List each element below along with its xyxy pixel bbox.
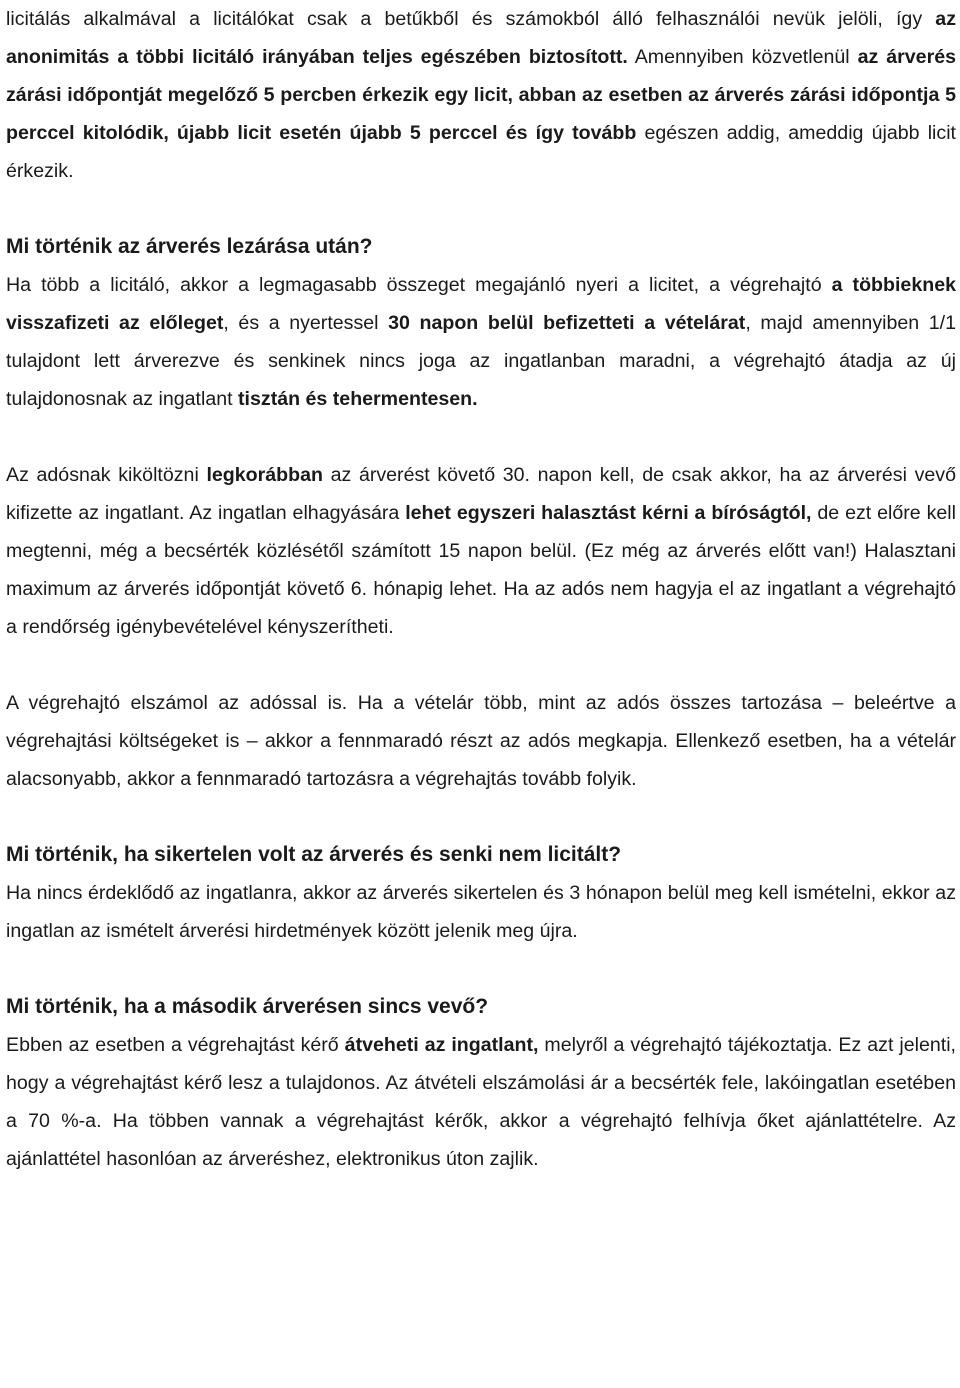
text-run-bold: 30 napon belül befizetteti a vételárat	[388, 312, 746, 334]
text-run-bold: tisztán és tehermentesen.	[238, 388, 478, 410]
text-run-bold: az árverés zárási időpontját megelőző 5 percben érkezik egy licit, abban az esetben az árverés zárási időpontja 5 perccel kitolódik, újabb licit esetén újabb 5 perccel és így tovább	[6, 46, 956, 144]
text-run: egészen addig, ameddig újabb licit érkezik.	[6, 122, 956, 182]
text-run: Ha több a licitáló, akkor a legmagasabb összeget megajánló nyeri a licitet, a végrehajtó	[6, 274, 832, 296]
paragraph-moving-out	[6, 456, 956, 646]
text-run: melyről a végrehajtó tájékoztatja. Ez azt jelenti, hogy a végrehajtást kérő lesz a tulajdonos. Az átvételi elszámolási ár a becsérték fele, lakóingatlan esetében a 70 %-a. Ha többen vannak a végrehajtást kérők, akkor a végrehajtó felhívja őket ajánlattételre. Az ajánlattétel hasonlóan az árveréshez, elektronikus úton zajlik.	[6, 1034, 957, 1170]
heading-second-auction: Mi történik, ha a második árverésen sincs vevő?	[6, 995, 489, 1018]
text-run: de ezt előre kell megtenni, még a becsérték közlésétől számított 15 napon belül. (Ez még az árverés előtt van!) Halasztani maximum az árverés időpontját követő 6. hónapig lehet. Ha az adós nem hagyja el az ingatlant a végrehajtó a rendőrség igénybevételével kényszerítheti.	[6, 502, 956, 638]
paragraph-anonymity	[6, 0, 956, 190]
text-run: , majd amennyiben 1/1 tulajdont lett árverezve és senkinek nincs joga az ingatlanban maradni, a végrehajtó átadja az új tulajdonosnak az ingatlant	[6, 312, 956, 410]
paragraph-second-auction	[6, 1026, 956, 1178]
text-run: Ebben az esetben a végrehajtást kérő	[6, 1034, 345, 1056]
text-run: Ha nincs érdeklődő az ingatlanra, akkor az árverés sikertelen és 3 hónapon belül meg kell ismételni, ekkor az ingatlan az ismételt árverési hirdetmények között jelenik meg újra.	[6, 882, 956, 942]
text-run: az árverést követő 30. napon kell, de csak akkor, ha az árverési vevő kifizette az ingatlant. Az ingatlan elhagyására	[6, 464, 956, 524]
text-run-bold: legkorábban	[206, 464, 323, 486]
text-run: Amennyiben közvetlenül	[627, 46, 858, 68]
heading-after-auction: Mi történik az árverés lezárása után?	[6, 235, 373, 258]
text-run: A végrehajtó elszámol az adóssal is. Ha a vételár több, mint az adós összes tartozása – beleértve a végrehajtási költségeket is – akkor a fennmaradó részt az adós megkapja. Ellenkező esetben, ha a vételár alacsonyabb, akkor a fennmaradó tartozásra a végrehajtás tovább folyik.	[6, 692, 956, 790]
document-page	[6, 0, 956, 1178]
paragraph-settlement	[6, 684, 956, 798]
text-run: licitálás alkalmával a licitálókat csak a betűkből és számokból álló felhasználói nevük jelöli, így	[6, 8, 936, 30]
text-run: Az adósnak kiköltözni	[6, 464, 207, 486]
heading-unsuccessful-auction: Mi történik, ha sikertelen volt az árverés és senki nem licitált?	[6, 843, 622, 866]
text-run-bold: az anonimitás a többi licitáló irányában teljes egészében biztosított.	[6, 8, 956, 68]
text-run: , és a nyertessel	[223, 312, 389, 334]
text-run-bold: átveheti az ingatlant,	[344, 1034, 539, 1056]
paragraph-unsuccessful-auction	[6, 874, 956, 950]
paragraph-after-auction	[6, 266, 956, 418]
text-run-bold: a többieknek visszafizeti az előleget	[6, 274, 956, 334]
text-run-bold: lehet egyszeri halasztást kérni a bíróságtól,	[405, 502, 812, 524]
